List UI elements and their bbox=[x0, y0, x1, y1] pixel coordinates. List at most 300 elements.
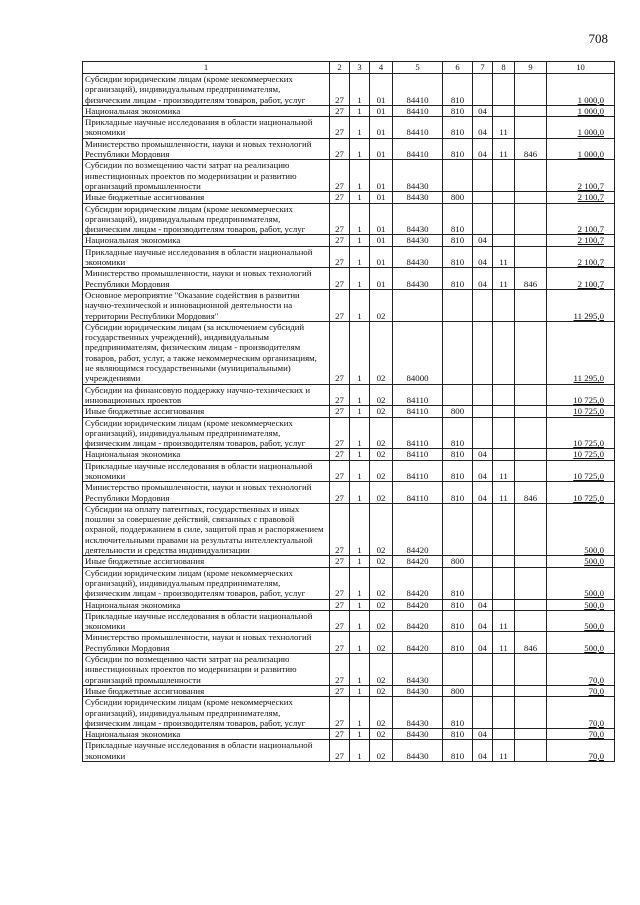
cell-target-code: 84430 bbox=[393, 192, 443, 203]
cell-subdivision: 11 bbox=[493, 460, 515, 482]
cell-subsection: 02 bbox=[370, 406, 393, 417]
cell-amount: 70,0 bbox=[547, 654, 615, 686]
cell-section: 1 bbox=[350, 654, 370, 686]
cell-subsection: 02 bbox=[370, 610, 393, 632]
cell-division: 04 bbox=[473, 449, 493, 460]
cell-amount: 10 725,0 bbox=[547, 406, 615, 417]
cell-amount: 70,0 bbox=[547, 729, 615, 740]
cell-expense-type: 810 bbox=[443, 449, 473, 460]
cell-expense-type bbox=[443, 321, 473, 384]
cell-ministry-code bbox=[515, 117, 547, 139]
cell-subsection: 02 bbox=[370, 567, 393, 599]
table-row bbox=[83, 192, 615, 203]
cell-ministry-code bbox=[515, 105, 547, 116]
cell-name: Прикладные научные исследования в области национальной экономики bbox=[83, 117, 330, 139]
table-body bbox=[83, 74, 615, 762]
cell-admin-code: 27 bbox=[330, 321, 350, 384]
cell-name: Национальная экономика bbox=[83, 105, 330, 116]
budget-table bbox=[82, 61, 615, 762]
cell-target-code: 84410 bbox=[393, 105, 443, 116]
cell-section: 1 bbox=[350, 610, 370, 632]
cell-ministry-code bbox=[515, 235, 547, 246]
cell-admin-code: 27 bbox=[330, 503, 350, 555]
cell-subdivision bbox=[493, 406, 515, 417]
cell-subsection: 02 bbox=[370, 417, 393, 449]
cell-amount: 10 725,0 bbox=[547, 482, 615, 504]
cell-expense-type: 800 bbox=[443, 556, 473, 567]
cell-target-code: 84430 bbox=[393, 654, 443, 686]
cell-target-code: 84420 bbox=[393, 556, 443, 567]
cell-division: 04 bbox=[473, 235, 493, 246]
cell-target-code: 84110 bbox=[393, 406, 443, 417]
cell-division bbox=[473, 503, 493, 555]
cell-admin-code: 27 bbox=[330, 246, 350, 268]
cell-subdivision bbox=[493, 192, 515, 203]
cell-subsection: 02 bbox=[370, 482, 393, 504]
cell-ministry-code bbox=[515, 406, 547, 417]
cell-amount: 500,0 bbox=[547, 632, 615, 654]
cell-target-code: 84430 bbox=[393, 235, 443, 246]
cell-subsection: 02 bbox=[370, 685, 393, 696]
cell-expense-type bbox=[443, 289, 473, 321]
cell-target-code: 84430 bbox=[393, 203, 443, 235]
table-row bbox=[83, 160, 615, 192]
cell-ministry-code bbox=[515, 654, 547, 686]
table-row bbox=[83, 654, 615, 686]
cell-admin-code: 27 bbox=[330, 599, 350, 610]
cell-ministry-code bbox=[515, 610, 547, 632]
cell-amount: 1 000,0 bbox=[547, 138, 615, 160]
cell-section: 1 bbox=[350, 599, 370, 610]
cell-section: 1 bbox=[350, 321, 370, 384]
cell-name: Министерство промышленности, науки и новых технологий Республики Мордовия bbox=[83, 482, 330, 504]
cell-subdivision bbox=[493, 384, 515, 406]
table-row bbox=[83, 632, 615, 654]
cell-subsection: 01 bbox=[370, 203, 393, 235]
cell-division bbox=[473, 203, 493, 235]
table-row bbox=[83, 117, 615, 139]
cell-subsection: 01 bbox=[370, 105, 393, 116]
cell-section: 1 bbox=[350, 192, 370, 203]
cell-division bbox=[473, 697, 493, 729]
table-row bbox=[83, 268, 615, 290]
cell-amount: 2 100,7 bbox=[547, 160, 615, 192]
cell-division: 04 bbox=[473, 117, 493, 139]
cell-expense-type bbox=[443, 503, 473, 555]
cell-target-code: 84430 bbox=[393, 740, 443, 762]
cell-subsection: 02 bbox=[370, 460, 393, 482]
cell-admin-code: 27 bbox=[330, 105, 350, 116]
cell-ministry-code bbox=[515, 74, 547, 106]
cell-admin-code: 27 bbox=[330, 567, 350, 599]
cell-division bbox=[473, 556, 493, 567]
cell-expense-type: 810 bbox=[443, 460, 473, 482]
cell-subsection: 01 bbox=[370, 192, 393, 203]
cell-ministry-code: 846 bbox=[515, 632, 547, 654]
cell-name: Министерство промышленности, науки и новых технологий Республики Мордовия bbox=[83, 138, 330, 160]
cell-subdivision: 11 bbox=[493, 610, 515, 632]
table-row bbox=[83, 556, 615, 567]
table-row bbox=[83, 503, 615, 555]
cell-subdivision: 11 bbox=[493, 246, 515, 268]
cell-name: Прикладные научные исследования в области национальной экономики bbox=[83, 740, 330, 762]
cell-expense-type: 810 bbox=[443, 729, 473, 740]
cell-amount: 10 725,0 bbox=[547, 417, 615, 449]
cell-subsection: 02 bbox=[370, 384, 393, 406]
cell-ministry-code: 846 bbox=[515, 268, 547, 290]
cell-section: 1 bbox=[350, 503, 370, 555]
cell-amount: 11 295,0 bbox=[547, 321, 615, 384]
cell-division: 04 bbox=[473, 246, 493, 268]
cell-target-code: 84420 bbox=[393, 599, 443, 610]
cell-amount: 500,0 bbox=[547, 503, 615, 555]
cell-subsection: 02 bbox=[370, 697, 393, 729]
table-row bbox=[83, 74, 615, 106]
cell-admin-code: 27 bbox=[330, 697, 350, 729]
cell-section: 1 bbox=[350, 556, 370, 567]
cell-expense-type: 810 bbox=[443, 567, 473, 599]
cell-amount: 500,0 bbox=[547, 567, 615, 599]
cell-amount: 70,0 bbox=[547, 697, 615, 729]
table-row bbox=[83, 685, 615, 696]
cell-admin-code: 27 bbox=[330, 160, 350, 192]
cell-subdivision bbox=[493, 235, 515, 246]
cell-expense-type: 810 bbox=[443, 599, 473, 610]
table-row bbox=[83, 567, 615, 599]
cell-target-code: 84420 bbox=[393, 567, 443, 599]
cell-expense-type: 810 bbox=[443, 105, 473, 116]
cell-admin-code: 27 bbox=[330, 729, 350, 740]
cell-target-code: 84430 bbox=[393, 685, 443, 696]
table-row bbox=[83, 599, 615, 610]
cell-target-code: 84420 bbox=[393, 503, 443, 555]
cell-name: Субсидии юридическим лицам (кроме некоммерческих организаций), индивидуальным предпринимателям, физическим лицам - производителям товаров, работ, услуг bbox=[83, 417, 330, 449]
cell-division: 04 bbox=[473, 610, 493, 632]
cell-admin-code: 27 bbox=[330, 289, 350, 321]
cell-ministry-code bbox=[515, 503, 547, 555]
cell-amount: 2 100,7 bbox=[547, 192, 615, 203]
cell-target-code: 84430 bbox=[393, 246, 443, 268]
cell-section: 1 bbox=[350, 117, 370, 139]
cell-expense-type: 810 bbox=[443, 203, 473, 235]
cell-subsection: 01 bbox=[370, 117, 393, 139]
cell-ministry-code bbox=[515, 556, 547, 567]
cell-subsection: 01 bbox=[370, 235, 393, 246]
cell-section: 1 bbox=[350, 235, 370, 246]
cell-division: 04 bbox=[473, 482, 493, 504]
cell-name: Национальная экономика bbox=[83, 449, 330, 460]
cell-expense-type: 810 bbox=[443, 482, 473, 504]
cell-amount: 10 725,0 bbox=[547, 384, 615, 406]
column-header-7: 7 bbox=[473, 62, 493, 74]
table-row bbox=[83, 406, 615, 417]
cell-subsection: 02 bbox=[370, 632, 393, 654]
cell-target-code: 84410 bbox=[393, 117, 443, 139]
cell-amount: 2 100,7 bbox=[547, 246, 615, 268]
cell-section: 1 bbox=[350, 160, 370, 192]
cell-section: 1 bbox=[350, 632, 370, 654]
cell-ministry-code bbox=[515, 685, 547, 696]
cell-admin-code: 27 bbox=[330, 74, 350, 106]
cell-ministry-code bbox=[515, 192, 547, 203]
cell-ministry-code bbox=[515, 740, 547, 762]
table-row bbox=[83, 138, 615, 160]
cell-expense-type bbox=[443, 160, 473, 192]
cell-section: 1 bbox=[350, 105, 370, 116]
cell-subsection: 02 bbox=[370, 289, 393, 321]
cell-subdivision bbox=[493, 729, 515, 740]
cell-expense-type: 810 bbox=[443, 235, 473, 246]
cell-subsection: 02 bbox=[370, 449, 393, 460]
cell-name: Прикладные научные исследования в области национальной экономики bbox=[83, 246, 330, 268]
cell-amount: 2 100,7 bbox=[547, 235, 615, 246]
cell-ministry-code bbox=[515, 246, 547, 268]
column-header-2: 2 bbox=[330, 62, 350, 74]
cell-subdivision bbox=[493, 685, 515, 696]
cell-name: Министерство промышленности, науки и новых технологий Республики Мордовия bbox=[83, 632, 330, 654]
cell-ministry-code bbox=[515, 460, 547, 482]
cell-subdivision: 11 bbox=[493, 138, 515, 160]
cell-amount: 11 295,0 bbox=[547, 289, 615, 321]
cell-subsection: 02 bbox=[370, 729, 393, 740]
cell-name: Национальная экономика bbox=[83, 599, 330, 610]
cell-subdivision: 11 bbox=[493, 740, 515, 762]
cell-name: Министерство промышленности, науки и новых технологий Республики Мордовия bbox=[83, 268, 330, 290]
cell-name: Прикладные научные исследования в области национальной экономики bbox=[83, 460, 330, 482]
cell-expense-type: 810 bbox=[443, 246, 473, 268]
cell-section: 1 bbox=[350, 406, 370, 417]
cell-ministry-code: 846 bbox=[515, 138, 547, 160]
cell-subsection: 02 bbox=[370, 503, 393, 555]
cell-name: Субсидии юридическим лицам (кроме некоммерческих организаций), индивидуальным предпринимателям, физическим лицам - производителям товаров, работ, услуг bbox=[83, 697, 330, 729]
cell-amount: 2 100,7 bbox=[547, 203, 615, 235]
cell-section: 1 bbox=[350, 289, 370, 321]
cell-section: 1 bbox=[350, 740, 370, 762]
cell-name: Прикладные научные исследования в области национальной экономики bbox=[83, 610, 330, 632]
cell-target-code: 84110 bbox=[393, 384, 443, 406]
cell-subdivision bbox=[493, 160, 515, 192]
cell-target-code: 84110 bbox=[393, 417, 443, 449]
column-header-5: 5 bbox=[393, 62, 443, 74]
table-row bbox=[83, 697, 615, 729]
cell-section: 1 bbox=[350, 460, 370, 482]
cell-target-code: 84000 bbox=[393, 321, 443, 384]
cell-admin-code: 27 bbox=[330, 482, 350, 504]
cell-division: 04 bbox=[473, 599, 493, 610]
cell-ministry-code bbox=[515, 203, 547, 235]
cell-admin-code: 27 bbox=[330, 740, 350, 762]
cell-subsection: 02 bbox=[370, 599, 393, 610]
cell-subsection: 01 bbox=[370, 74, 393, 106]
cell-division bbox=[473, 384, 493, 406]
cell-ministry-code bbox=[515, 321, 547, 384]
cell-division bbox=[473, 289, 493, 321]
cell-name: Субсидии на финансовую поддержку научно-технических и инновационных проектов bbox=[83, 384, 330, 406]
cell-expense-type: 800 bbox=[443, 192, 473, 203]
table-row bbox=[83, 203, 615, 235]
cell-target-code: 84420 bbox=[393, 632, 443, 654]
cell-admin-code: 27 bbox=[330, 268, 350, 290]
page-number: 708 bbox=[588, 31, 608, 46]
cell-amount: 70,0 bbox=[547, 740, 615, 762]
cell-ministry-code: 846 bbox=[515, 482, 547, 504]
cell-section: 1 bbox=[350, 697, 370, 729]
cell-ministry-code bbox=[515, 417, 547, 449]
cell-division bbox=[473, 567, 493, 599]
cell-division: 04 bbox=[473, 105, 493, 116]
cell-expense-type: 810 bbox=[443, 610, 473, 632]
column-header-3: 3 bbox=[350, 62, 370, 74]
cell-expense-type: 800 bbox=[443, 406, 473, 417]
cell-division: 04 bbox=[473, 632, 493, 654]
cell-name: Субсидии на оплату патентных, государственных и иных пошлин за совершение действий, связанных с правовой охраной, поддержанием в силе, защитой прав и распоряжением исключительными правами на результаты интеллектуальной деятельности и средства индивидуализации bbox=[83, 503, 330, 555]
cell-division bbox=[473, 417, 493, 449]
cell-section: 1 bbox=[350, 685, 370, 696]
cell-subsection: 01 bbox=[370, 160, 393, 192]
cell-amount: 1 000,0 bbox=[547, 74, 615, 106]
cell-amount: 1 000,0 bbox=[547, 117, 615, 139]
table-row bbox=[83, 235, 615, 246]
cell-admin-code: 27 bbox=[330, 417, 350, 449]
cell-name: Основное мероприятие "Оказание содействия в развитии научно-технической и инновационной деятельности на территории Республики Мордовия" bbox=[83, 289, 330, 321]
cell-subsection: 01 bbox=[370, 138, 393, 160]
cell-ministry-code bbox=[515, 729, 547, 740]
cell-section: 1 bbox=[350, 74, 370, 106]
cell-amount: 2 100,7 bbox=[547, 268, 615, 290]
cell-expense-type: 810 bbox=[443, 138, 473, 160]
cell-section: 1 bbox=[350, 138, 370, 160]
cell-division: 04 bbox=[473, 729, 493, 740]
cell-target-code: 84420 bbox=[393, 610, 443, 632]
cell-amount: 1 000,0 bbox=[547, 105, 615, 116]
table-row bbox=[83, 321, 615, 384]
cell-expense-type: 810 bbox=[443, 632, 473, 654]
table-row bbox=[83, 729, 615, 740]
cell-amount: 10 725,0 bbox=[547, 460, 615, 482]
cell-target-code: 84410 bbox=[393, 74, 443, 106]
column-header-6: 6 bbox=[443, 62, 473, 74]
cell-amount: 500,0 bbox=[547, 610, 615, 632]
cell-target-code: 84410 bbox=[393, 138, 443, 160]
cell-target-code bbox=[393, 289, 443, 321]
table-row bbox=[83, 417, 615, 449]
cell-target-code: 84430 bbox=[393, 160, 443, 192]
cell-section: 1 bbox=[350, 384, 370, 406]
cell-amount: 500,0 bbox=[547, 556, 615, 567]
cell-expense-type bbox=[443, 384, 473, 406]
table-row bbox=[83, 610, 615, 632]
cell-subdivision: 11 bbox=[493, 482, 515, 504]
table-row bbox=[83, 482, 615, 504]
cell-target-code: 84430 bbox=[393, 729, 443, 740]
cell-division: 04 bbox=[473, 268, 493, 290]
cell-subdivision bbox=[493, 654, 515, 686]
cell-ministry-code bbox=[515, 697, 547, 729]
cell-subdivision bbox=[493, 567, 515, 599]
cell-admin-code: 27 bbox=[330, 685, 350, 696]
cell-division bbox=[473, 406, 493, 417]
cell-subdivision: 11 bbox=[493, 632, 515, 654]
cell-amount: 500,0 bbox=[547, 599, 615, 610]
cell-admin-code: 27 bbox=[330, 449, 350, 460]
cell-subsection: 02 bbox=[370, 556, 393, 567]
cell-name: Субсидии по возмещению части затрат на реализацию инвестиционных проектов по модернизации и развитию организаций промышленности bbox=[83, 160, 330, 192]
cell-admin-code: 27 bbox=[330, 556, 350, 567]
cell-section: 1 bbox=[350, 203, 370, 235]
cell-section: 1 bbox=[350, 729, 370, 740]
cell-subdivision bbox=[493, 697, 515, 729]
cell-subdivision bbox=[493, 449, 515, 460]
cell-target-code: 84110 bbox=[393, 460, 443, 482]
cell-expense-type bbox=[443, 654, 473, 686]
cell-subdivision bbox=[493, 203, 515, 235]
cell-section: 1 bbox=[350, 417, 370, 449]
cell-section: 1 bbox=[350, 246, 370, 268]
cell-ministry-code bbox=[515, 567, 547, 599]
cell-name: Национальная экономика bbox=[83, 235, 330, 246]
column-header-10: 10 bbox=[547, 62, 615, 74]
cell-subdivision: 11 bbox=[493, 268, 515, 290]
cell-amount: 70,0 bbox=[547, 685, 615, 696]
cell-division bbox=[473, 160, 493, 192]
table-row bbox=[83, 246, 615, 268]
cell-subdivision bbox=[493, 503, 515, 555]
cell-subdivision bbox=[493, 417, 515, 449]
cell-subdivision bbox=[493, 321, 515, 384]
cell-ministry-code bbox=[515, 384, 547, 406]
cell-expense-type: 810 bbox=[443, 117, 473, 139]
cell-admin-code: 27 bbox=[330, 384, 350, 406]
table-row bbox=[83, 449, 615, 460]
column-header-9: 9 bbox=[515, 62, 547, 74]
header-row bbox=[83, 62, 615, 74]
cell-division bbox=[473, 685, 493, 696]
table-row bbox=[83, 289, 615, 321]
cell-admin-code: 27 bbox=[330, 460, 350, 482]
cell-expense-type: 800 bbox=[443, 685, 473, 696]
cell-ministry-code bbox=[515, 599, 547, 610]
cell-division bbox=[473, 192, 493, 203]
cell-subdivision bbox=[493, 74, 515, 106]
cell-subdivision bbox=[493, 599, 515, 610]
cell-admin-code: 27 bbox=[330, 632, 350, 654]
cell-admin-code: 27 bbox=[330, 406, 350, 417]
table-row bbox=[83, 105, 615, 116]
cell-expense-type: 810 bbox=[443, 740, 473, 762]
cell-name: Иные бюджетные ассигнования bbox=[83, 556, 330, 567]
cell-subdivision bbox=[493, 289, 515, 321]
cell-target-code: 84110 bbox=[393, 449, 443, 460]
cell-name: Иные бюджетные ассигнования bbox=[83, 192, 330, 203]
cell-admin-code: 27 bbox=[330, 138, 350, 160]
cell-section: 1 bbox=[350, 449, 370, 460]
cell-admin-code: 27 bbox=[330, 192, 350, 203]
cell-subsection: 01 bbox=[370, 246, 393, 268]
column-header-4: 4 bbox=[370, 62, 393, 74]
cell-expense-type: 810 bbox=[443, 74, 473, 106]
cell-admin-code: 27 bbox=[330, 203, 350, 235]
cell-section: 1 bbox=[350, 482, 370, 504]
cell-ministry-code bbox=[515, 289, 547, 321]
table-header bbox=[83, 62, 615, 74]
cell-division bbox=[473, 321, 493, 384]
table-row bbox=[83, 384, 615, 406]
cell-section: 1 bbox=[350, 567, 370, 599]
cell-admin-code: 27 bbox=[330, 235, 350, 246]
cell-subdivision: 11 bbox=[493, 117, 515, 139]
column-header-1: 1 bbox=[83, 62, 330, 74]
cell-admin-code: 27 bbox=[330, 117, 350, 139]
